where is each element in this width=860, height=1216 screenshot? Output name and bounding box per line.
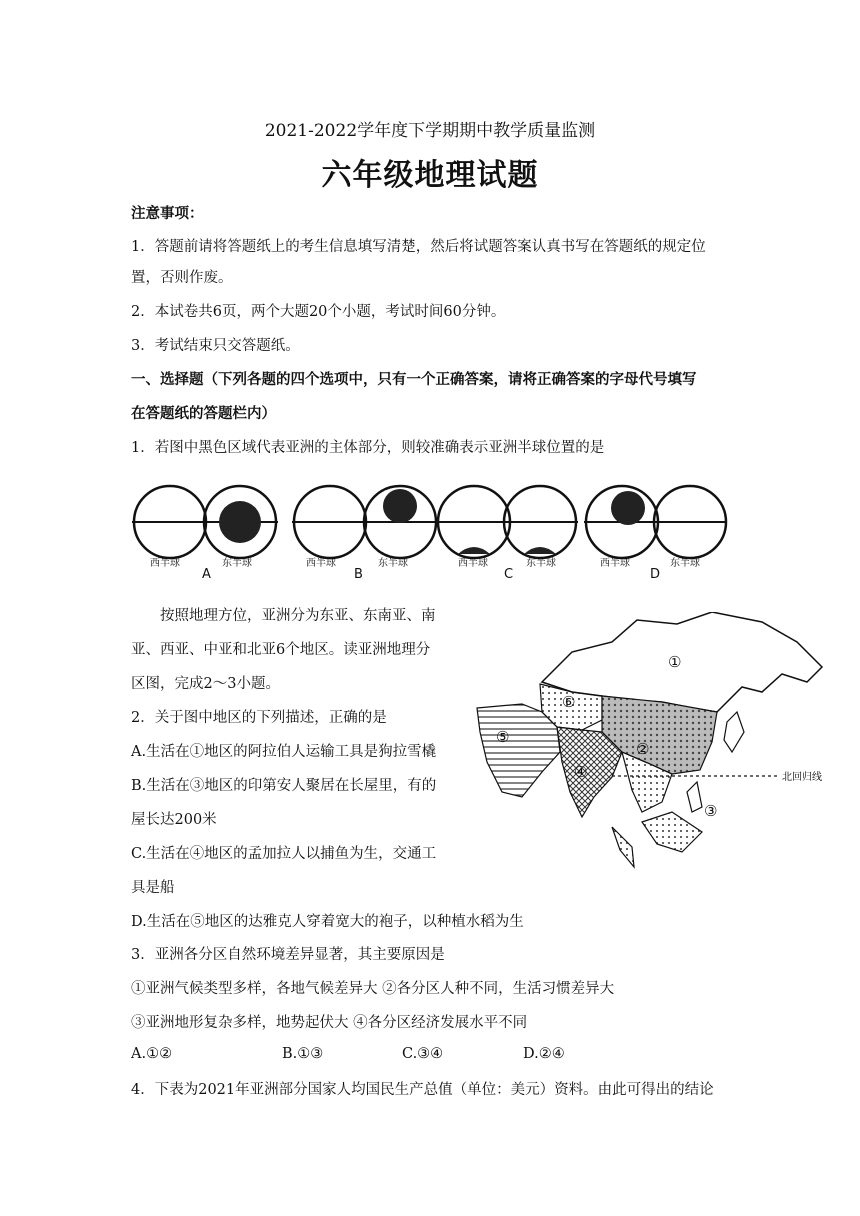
east-label: 东半球 xyxy=(378,558,408,569)
question-3-option-a: A.①② xyxy=(131,1046,173,1062)
passage-line-2: 亚、西亚、中亚和北亚6个地区。读亚洲地理分 xyxy=(131,642,431,658)
option-letter: A xyxy=(202,567,211,580)
passage-line-3: 区图，完成2～3小题。 xyxy=(131,676,280,692)
question-2-option-b-cont: 屋长达200米 xyxy=(131,812,217,828)
region-label-6: ⑥ xyxy=(562,693,576,711)
notice-heading: 注意事项： xyxy=(131,205,204,222)
notice-item-2: 2．本试卷共6页，两个大题20个小题，考试时间60分钟。 xyxy=(131,304,506,320)
hemisphere-option-a xyxy=(132,486,278,580)
asia-region-map xyxy=(462,612,832,882)
question-1-stem: 1．若图中黑色区域代表亚洲的主体部分，则较准确表示亚洲半球位置的是 xyxy=(131,440,605,456)
option-letter: D xyxy=(650,567,661,580)
option-letter: C xyxy=(504,567,514,580)
question-3-stem: 3．亚洲各分区自然环境差异显著，其主要原因是 xyxy=(131,947,445,963)
passage-line-1: 按照地理方位，亚洲分为东亚、东南亚、南 xyxy=(160,608,436,624)
question-2-stem: 2．关于图中地区的下列描述，正确的是 xyxy=(131,710,387,726)
east-label: 东半球 xyxy=(222,558,252,569)
hemisphere-option-d xyxy=(584,486,726,580)
west-label: 西半球 xyxy=(150,558,180,569)
exam-subtitle: 2021-2022学年度下学期期中教学质量监测 xyxy=(264,121,596,141)
tropic-label: 北回归线 xyxy=(782,772,822,783)
region-west-asia xyxy=(477,704,560,797)
question-2-option-b: B.生活在③地区的印第安人聚居在长屋里，有的 xyxy=(131,778,437,794)
notice-item-3: 3．考试结束只交答题纸。 xyxy=(131,338,300,354)
section-heading: 一、选择题（下列各题的四个选项中，只有一个正确答案，请将正确答案的字母代号填写 xyxy=(131,371,697,388)
region-label-4: ④ xyxy=(574,763,588,781)
question-3-option-c: C.③④ xyxy=(402,1046,444,1062)
question-3-option-b: B.①③ xyxy=(282,1046,324,1062)
question-3-statement-2: ③亚洲地形复杂多样，地势起伏大 ④各分区经济发展水平不同 xyxy=(131,1015,528,1031)
question-3-statement-1: ①亚洲气候类型多样，各地气候差异大 ②各分区人种不同，生活习惯差异大 xyxy=(131,981,615,997)
region-label-5: ⑤ xyxy=(496,728,510,746)
question-3-option-d: D.②④ xyxy=(523,1046,565,1062)
region-label-3: ③ xyxy=(704,802,718,820)
question-2-option-d: D.生活在⑤地区的达雅克人穿着宽大的袍子，以种植水稻为生 xyxy=(131,914,524,930)
exam-title: 六年级地理试题 xyxy=(321,158,539,193)
region-label-2: ② xyxy=(636,740,650,758)
west-label: 西半球 xyxy=(600,558,630,569)
section-heading-cont: 在答题纸的答题栏内） xyxy=(131,405,276,422)
question-4-stem: 4．下表为2021年亚洲部分国家人均国民生产总值（单位：美元）资料。由此可得出的结论 xyxy=(131,1082,714,1098)
notice-item-1-cont: 置，否则作废。 xyxy=(131,270,233,286)
east-label: 东半球 xyxy=(670,558,700,569)
hemisphere-option-c xyxy=(436,486,578,580)
option-letter: B xyxy=(354,567,363,580)
question-2-option-a: A.生活在①地区的阿拉伯人运输工具是狗拉雪橇 xyxy=(131,744,437,760)
question-2-option-c: C.生活在④地区的孟加拉人以捕鱼为生，交通工 xyxy=(131,846,437,862)
west-label: 西半球 xyxy=(458,558,488,569)
question-2-option-c-cont: 具是船 xyxy=(131,880,175,896)
west-label: 西半球 xyxy=(306,558,336,569)
east-label: 东半球 xyxy=(526,558,556,569)
hemisphere-figure xyxy=(128,478,728,580)
notice-item-1: 1．答题前请将答题纸上的考生信息填写清楚，然后将试题答案认真书写在答题纸的规定位 xyxy=(131,239,706,255)
region-label-1: ① xyxy=(668,653,682,671)
hemisphere-option-b xyxy=(292,486,438,580)
